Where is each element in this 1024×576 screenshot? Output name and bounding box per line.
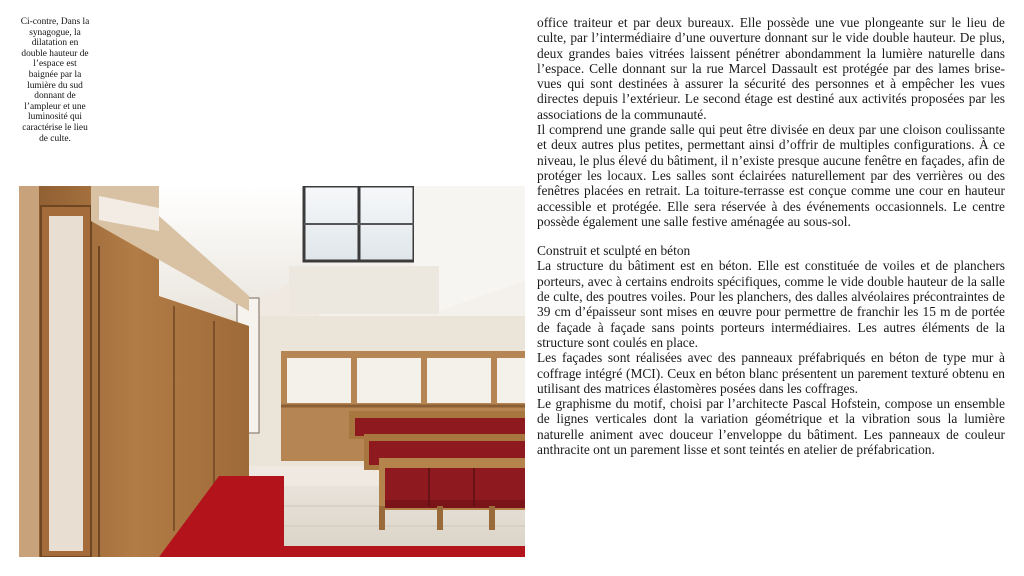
paragraph-1: office traiteur et par deux bureaux. Elle possède une vue plongeante sur le lieu de culte, par l’intermédiaire d’une ouverture donnant sur le vide double hauteur. De plus, deux grandes baies vitrées laissent pénétrer abondamment la lumière naturelle dans l’espace. Celle donnant sur la rue Marcel Dassault est protégée par des lames brise-vues qui sont destinées à assurer la sécurité des personnes et à empêcher les vues directes depuis l’extérieur. Le second étage est destiné aux activités proposées par les associations de la communauté.: [537, 15, 1005, 122]
paragraph-3: La structure du bâtiment est en béton. Elle est constituée de voiles et de planchers porteurs, avec à certains endroits spécifiques, comme le vide double hauteur de la salle de culte, des poutres voiles. Pour les planchers, des dalles alvéolaires précontraintes de 39 cm d’épaisseur sont mises en œuvre pour permettre de franchir les 15 m de portée de façade à façade sans points porteurs intermédiaires. Les autres éléments de la structure sont coulés en place.: [537, 258, 1005, 350]
paragraph-4: Les façades sont réalisées avec des panneaux préfabriqués en béton de type mur à coffrage intégré (MCI). Ceux en béton blanc présentent un parement texturé obtenu en utilisant des matrices élastomères posées dans les coffrages.: [537, 350, 1005, 396]
article-text-column: [537, 15, 1005, 457]
section-subheading: Construit et sculpté en béton: [537, 243, 691, 259]
paragraph-5: Le graphisme du motif, choisi par l’architecte Pascal Hofstein, compose un ensemble de lignes verticales dont la variation géométrique et la vibration sous la lumière naturelle animent avec douceur l’enveloppe du bâtiment. Les panneaux de couleur anthracite ont un parement lisse et sont teintés en atelier de préfabrication.: [537, 396, 1005, 458]
photo-caption: Ci-contre, Dans la synagogue, la dilatation en double hauteur de l’espace est baignée par la lumière du sud donnant de l’ampleur et une luminosité qui caractérise le lieu de culte.: [20, 17, 90, 144]
paragraph-2: Il comprend une grande salle qui peut être divisée en deux par une cloison coulissante et deux autres plus petites, permettant ainsi d’offrir de multiples configurations. À ce niveau, le plus élevé du bâtiment, il n’existe presque aucune fenêtre en façades, afin de protéger les locaux. Les salles sont éclairées naturellement par des verrières ou des fenêtres placées en retrait. La toiture-terrasse est conçue comme une cour en hauteur accessible et protégée. Elle sera réservée à des événements occasionnels. Le centre possède également une salle festive aménagée au sous-sol.: [537, 122, 1005, 229]
synagogue-interior-photo: [19, 186, 525, 557]
